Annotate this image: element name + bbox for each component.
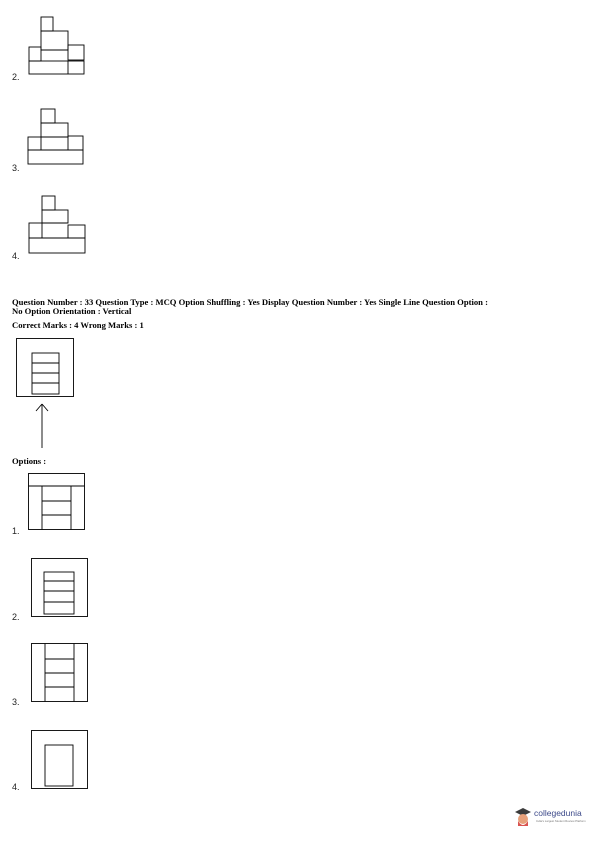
- question-meta-line-1: Question Number : 33 Question Type : MCQ Option Shuffling : Yes Display Question Number : Yes Single Line Question Option :: [12, 297, 488, 307]
- collegedunia-logo: [514, 806, 590, 828]
- option-2-label: 2.: [12, 612, 20, 622]
- graduate-cap-icon: [514, 807, 532, 827]
- logo-tagline: India's Largest Student Review Platform: [536, 819, 586, 823]
- option-4-label: 4.: [12, 782, 20, 792]
- option-4-figure: [31, 730, 91, 792]
- options-heading: Options :: [12, 456, 47, 466]
- prev-option-3-label: 3.: [12, 163, 20, 173]
- question-figure: [16, 338, 76, 400]
- question-meta-line-2: No Option Orientation : Vertical: [12, 306, 132, 316]
- option-1-label: 1.: [12, 526, 20, 536]
- option-3-label: 3.: [12, 697, 20, 707]
- prev-option-2-label: 2.: [12, 72, 20, 82]
- option-1-figure: [28, 473, 88, 533]
- option-2-figure: [31, 558, 91, 620]
- option-3-figure: [31, 643, 91, 705]
- question-meta-line-3: Correct Marks : 4 Wrong Marks : 1: [12, 320, 144, 330]
- prev-option-4-figure: [28, 194, 88, 256]
- logo-name: collegedunia: [534, 808, 582, 818]
- prev-option-4-label: 4.: [12, 251, 20, 261]
- prev-option-2-figure: [28, 15, 88, 77]
- view-direction-arrow-icon: [34, 402, 50, 450]
- prev-option-3-figure: [26, 107, 86, 167]
